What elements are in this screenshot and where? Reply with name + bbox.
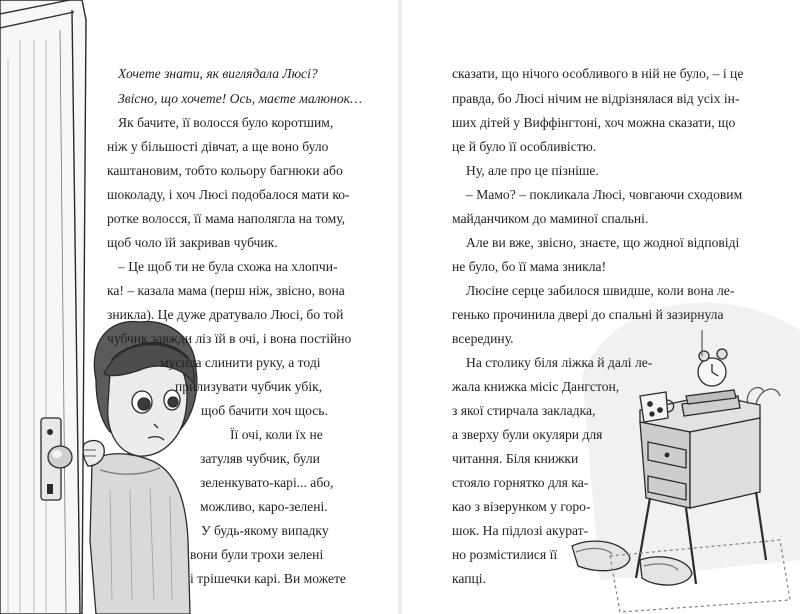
text-line: шоколаду, і хоч Люсі подобалося мати ко-: [107, 187, 350, 202]
text-line: щоб чоло їй закривав чубчик.: [107, 235, 278, 250]
text-line: каштановим, тобто кольору багнюки або: [107, 163, 343, 178]
text-line: генько прочинила двері до спальні й зазирнула: [452, 307, 724, 322]
text-line: чубчик завжди ліз їй в очі, і вона постійно: [107, 331, 352, 346]
text-line: ка! – казала мама (перш ніж, звісно, вона: [107, 283, 345, 298]
text-line: майданчиком до маминої спальні.: [452, 211, 649, 226]
text-line: У будь-якому випадку: [201, 523, 329, 538]
text-line: не було, бо її мама зникла!: [452, 259, 607, 274]
text-line: а зверху були окуляри для: [452, 427, 603, 442]
text-line: прилизувати чубчик убік,: [175, 379, 323, 394]
text-line: шок. На підлозі акурат-: [452, 523, 589, 538]
text-line: правда, бо Люсі нічим не відрізнялася від усіх ін-: [452, 91, 740, 106]
text-line: Але ви вже, звісно, знаєте, що жодної відповіді: [466, 235, 740, 250]
text-line: као з візерунком у горо-: [452, 499, 591, 514]
text-line: зникла). Це дуже дратувало Люсі, бо той: [107, 307, 344, 322]
text-line: всередину.: [452, 331, 514, 346]
text-line: сказати, що нічого особливого в ній не було, – і це: [452, 66, 744, 81]
text-line: затуляв чубчик, були: [200, 451, 320, 466]
text-line: стояло горнятко для ка-: [452, 475, 589, 490]
text-line: читання. Біля книжки: [452, 451, 579, 466]
text-line: Звісно, що хочете! Ось, маєте малюнок…: [118, 91, 363, 106]
text-line: ших дітей у Виффінгтоні, хоч можна сказати, що: [452, 115, 736, 130]
text-line: ніж у більшості дівчат, а ще воно було: [107, 139, 329, 154]
text-line: Люсіне серце забилося швидше, коли вона ле-: [466, 283, 735, 298]
text-line: і трішечки карі. Ви можете: [190, 571, 346, 586]
text-line: щоб бачити хоч щось.: [201, 403, 328, 418]
text-line: но розмістилися її: [452, 547, 558, 562]
text-line: мусила слинити руку, а тоді: [160, 355, 321, 370]
text-line: Ну, але про це пізніше.: [466, 163, 599, 178]
text-line: На столику біля ліжка й далі ле-: [466, 355, 653, 370]
text-line: це й було її особливістю.: [452, 139, 597, 154]
text-line: Хочете знати, як виглядала Люсі?: [118, 66, 318, 81]
text-line: можливо, каро-зелені.: [200, 499, 328, 514]
text-line: з якої стирчала закладка,: [452, 403, 596, 418]
text-line: капці.: [452, 571, 486, 586]
text-line: Як бачите, її волосся було коротшим,: [118, 115, 334, 130]
text-line: жала книжка місіс Дангстон,: [452, 379, 620, 394]
text-line: зеленкувато-карі... або,: [200, 475, 334, 490]
text-line: вони були трохи зелені: [190, 547, 324, 562]
text-line: – Мамо? – покликала Люсі, човгаючи сходовим: [466, 187, 743, 202]
text-line: – Це щоб ти не була схожа на хлопчи-: [118, 259, 338, 274]
text-line: Її очі, коли їх не: [230, 427, 323, 442]
text-line: ротке волосся, її мама наполягла на тому,: [107, 211, 346, 226]
